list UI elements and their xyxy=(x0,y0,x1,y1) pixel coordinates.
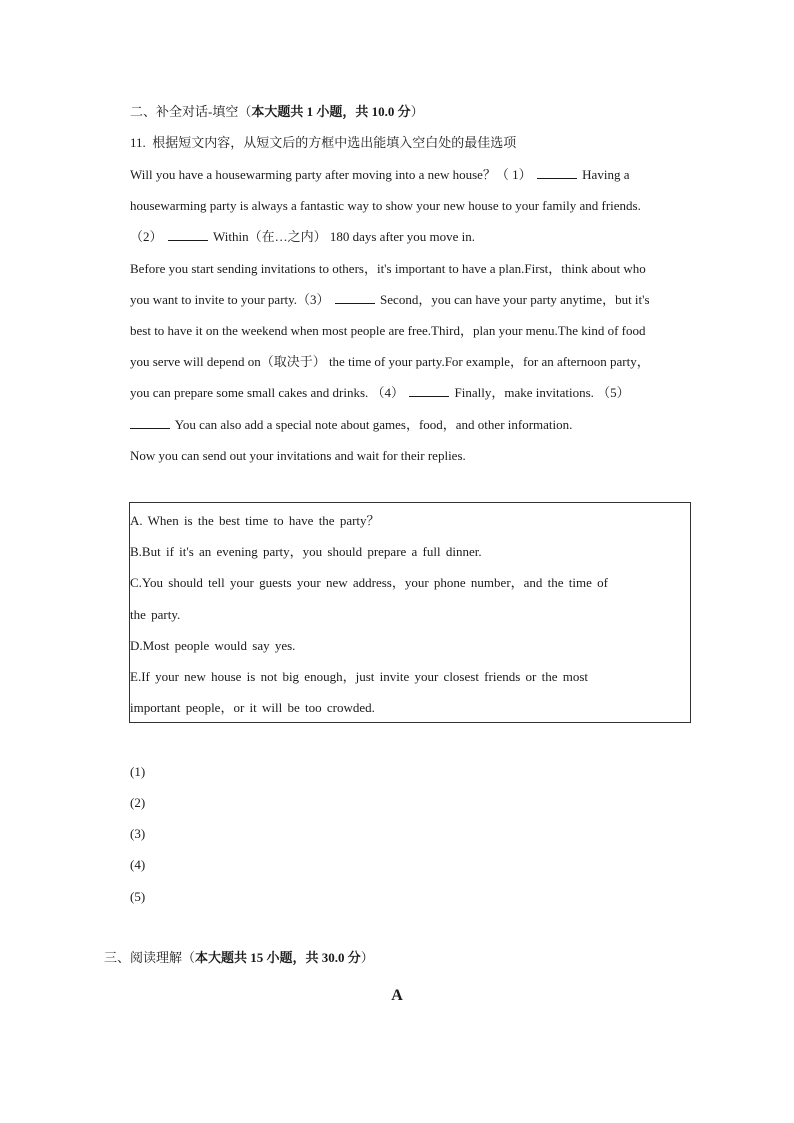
passage-line-3: （2） Within（在…之内） 180 days after you move in. xyxy=(130,229,475,244)
question-instruction: 11. 根据短文内容，从短文后的方框中选出能填入空白处的最佳选项 xyxy=(130,135,517,150)
blank-1[interactable] xyxy=(537,167,577,179)
answer-5: (5) xyxy=(130,889,146,904)
passage-line-6: best to have it on the weekend when most people are free.Third，plan your menu.The kind of food xyxy=(130,323,646,338)
answer-1: (1) xyxy=(130,764,146,779)
passage-line-10: Now you can send out your invitations and wait for their replies. xyxy=(130,448,466,463)
option-e-line2: important people，or it will be too crowded. xyxy=(130,700,375,715)
answer-2: (2) xyxy=(130,795,146,810)
passage-line-2: housewarming party is always a fantastic way to show your new house to your family and friends. xyxy=(130,198,641,213)
section3-heading: 三、阅读理解（本大题共 15 小题，共 30.0 分） xyxy=(104,950,374,965)
passage-line-9: You can also add a special note about games，food，and other information. xyxy=(130,417,572,433)
answer-4: (4) xyxy=(130,857,146,872)
option-e-line1: E.If your new house is not big enough，just invite your closest friends or the most xyxy=(130,669,589,684)
passage-line-5: you want to invite to your party.（3） Second，you can have your party anytime，but it's xyxy=(130,292,650,307)
answer-3: (3) xyxy=(130,826,146,841)
blank-3[interactable] xyxy=(335,292,375,304)
passage-line-7: you serve will depend on（取决于） the time of your party.For example，for an afternoon party， xyxy=(130,354,650,369)
section2-heading: 二、补全对话-填空（本大题共 1 小题，共 10.0 分） xyxy=(130,104,424,119)
blank-4[interactable] xyxy=(409,385,449,397)
options-box xyxy=(129,502,691,723)
option-c-line1: C.You should tell your guests your new address，your phone number，and the time of xyxy=(130,575,608,590)
option-c-line2: the party. xyxy=(130,607,181,622)
part-a-label: A xyxy=(391,987,403,1004)
passage-line-1: Will you have a housewarming party after moving into a new house？（ 1） Having a xyxy=(130,167,630,182)
passage-line-4: Before you start sending invitations to others，it's important to have a plan.First，think about who xyxy=(130,261,646,276)
option-a: A. When is the best time to have the party？ xyxy=(130,513,380,528)
passage-line-8: you can prepare some small cakes and drinks. （4） Finally，make invitations. （5） xyxy=(130,385,630,400)
option-d: D.Most people would say yes. xyxy=(130,638,296,653)
option-b: B.But if it's an evening party，you should prepare a full dinner. xyxy=(130,544,482,559)
blank-5[interactable] xyxy=(130,417,170,429)
blank-2[interactable] xyxy=(168,229,208,241)
